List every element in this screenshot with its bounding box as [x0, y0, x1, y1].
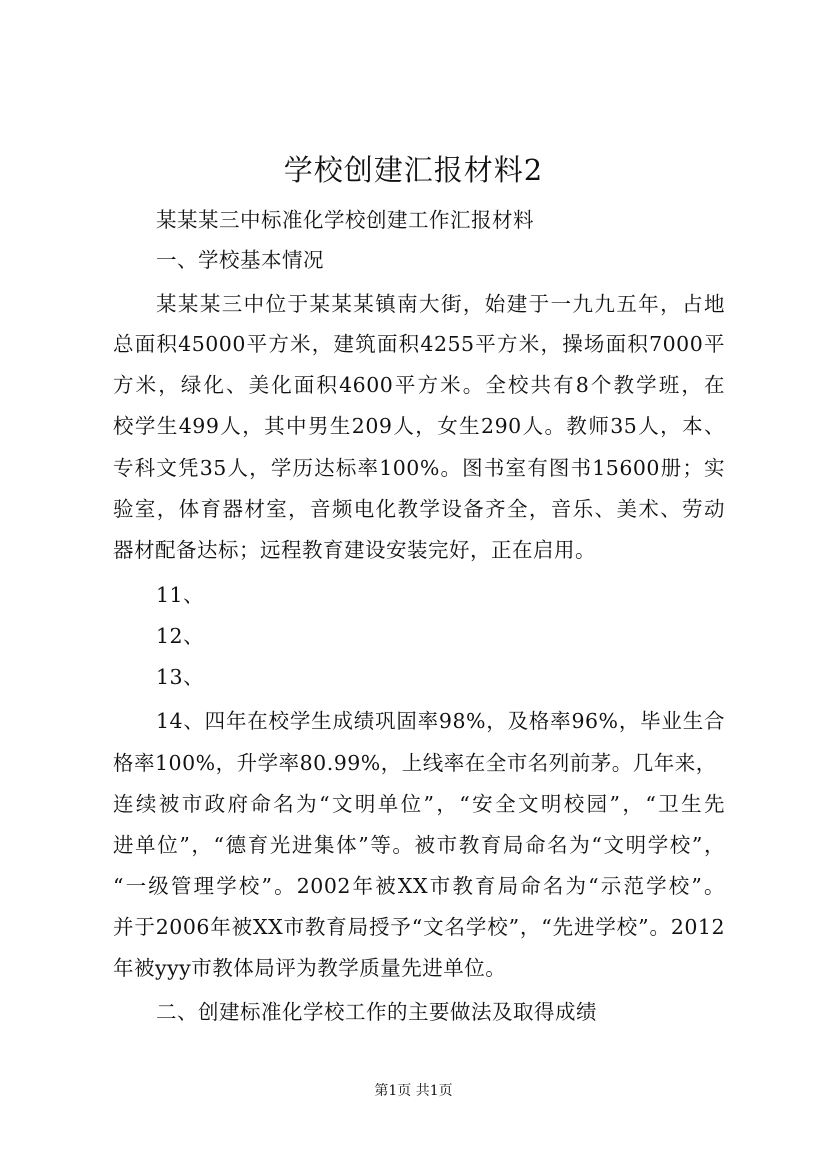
list-item: 12、: [156, 624, 205, 648]
paragraph-line: 器材配备达标；远程教育建设安装完好，正在启用。: [113, 538, 596, 562]
section-heading-1: 一、学校基本情况: [156, 248, 324, 272]
paragraph-line: 并于2006年被XX市教育局授予“文名学校”，“先进学校”。2012: [113, 915, 725, 939]
paragraph-line: 方米，绿化、美化面积4600平方米。全校共有8个教学班，在: [113, 373, 725, 397]
paragraph-line: 验室，体育器材室，音频电化教学设备齐全，音乐、美术、劳动: [113, 497, 725, 521]
list-item: 13、: [156, 665, 205, 689]
document-subtitle: 某某某三中标准化学校创建工作汇报材料: [156, 208, 534, 232]
paragraph-line: 14、四年在校学生成绩巩固率98%，及格率96%，毕业生合: [156, 709, 725, 733]
paragraph-line: 专科文凭35人，学历达标率100%。图书室有图书15600册；实: [113, 456, 725, 480]
paragraph-line: 总面积45000平方米，建筑面积4255平方米，操场面积7000平: [113, 332, 725, 356]
paragraph-line: 进单位”，“德育光进集体”等。被市教育局命名为“文明学校”，: [113, 833, 725, 857]
paragraph-line: “一级管理学校”。2002年被XX市教育局命名为“示范学校”。: [113, 874, 725, 898]
paragraph-line: 某某某三中位于某某某镇南大街，始建于一九九五年，占地: [156, 292, 725, 316]
list-item: 11、: [156, 583, 205, 607]
paragraph-line: 年被yyy市教体局评为教学质量先进单位。: [113, 956, 507, 980]
page-number-footer: 第1页 共1页: [374, 1083, 453, 1099]
section-heading-2: 二、创建标准化学校工作的主要做法及取得成绩: [156, 1000, 597, 1024]
document-title: 学校创建汇报材料2: [283, 153, 544, 187]
paragraph-line: 连续被市政府命名为“文明单位”，“安全文明校园”，“卫生先: [113, 792, 725, 816]
paragraph-line: 校学生499人，其中男生209人，女生290人。教师35人，本、: [113, 414, 725, 438]
paragraph-line: 格率100%，升学率80.99%，上线率在全市名列前茅。几年来，: [113, 751, 717, 775]
